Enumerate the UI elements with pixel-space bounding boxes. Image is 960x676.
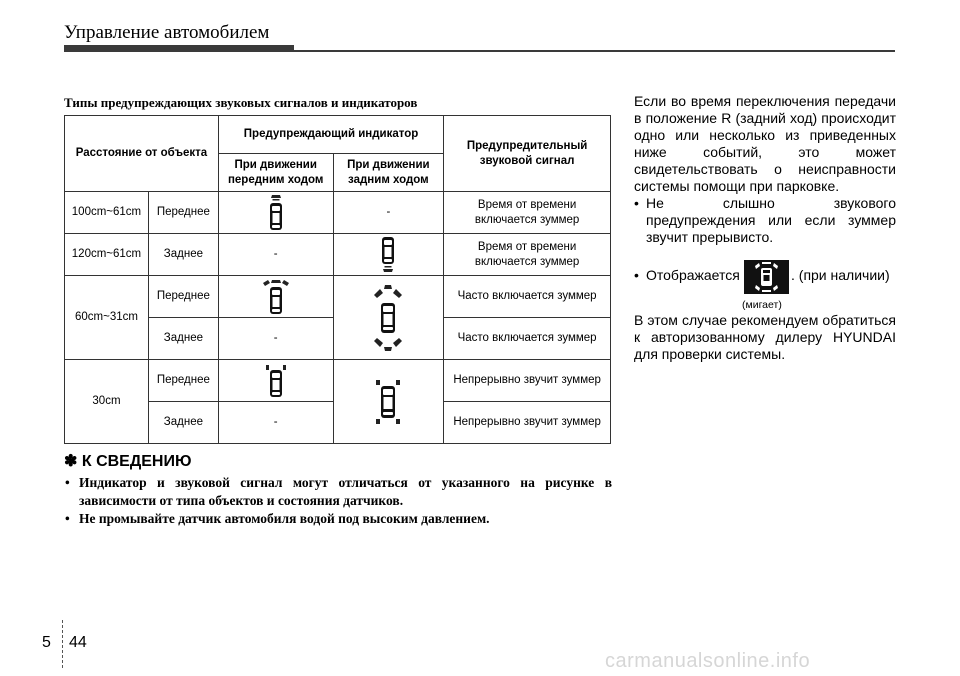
page-header-title: Управление автомобилем <box>64 22 270 43</box>
section-number: 5 <box>42 634 51 651</box>
cell-sound: Непрерывно звучит зуммер <box>444 360 611 402</box>
cell-direction: Заднее <box>148 234 218 276</box>
cell-forward-indicator: - <box>218 402 333 444</box>
car-all-corners-close-icon <box>373 377 403 427</box>
cell-forward-indicator <box>218 360 333 402</box>
cell-reverse-indicator: - <box>333 192 444 234</box>
cell-sound: Время от времени включается зуммер <box>444 192 611 234</box>
table-row <box>65 234 611 276</box>
car-rear-warning-icon <box>379 237 397 273</box>
header-bar-thin <box>294 50 895 52</box>
display-row <box>634 260 896 312</box>
table-row <box>65 192 611 234</box>
display-text-before: • Отображается <box>634 267 740 284</box>
cell-sound: Часто включается зуммер <box>444 318 611 360</box>
display-text-after: . (при наличии) <box>791 267 890 283</box>
cell-forward-indicator <box>218 192 333 234</box>
cell-sound: Время от времени включается зуммер <box>444 234 611 276</box>
cell-forward-indicator: - <box>218 318 333 360</box>
car-front-warning-icon <box>267 195 285 231</box>
notice-list <box>64 474 612 528</box>
col-header-reverse: При движении задним ходом <box>333 154 444 192</box>
notice-item: • Не промывайте датчик автомобиля водой под высоким давлением. <box>64 510 612 528</box>
parking-sensor-display-icon <box>744 260 789 294</box>
display-caption: (мигает) <box>742 299 782 311</box>
cell-direction: Заднее <box>148 318 218 360</box>
cell-forward-indicator: - <box>218 234 333 276</box>
cell-distance: 60cm~31cm <box>65 276 149 360</box>
right-column <box>634 93 896 363</box>
cell-distance: 120cm~61cm <box>65 234 149 276</box>
car-front-corners-close-icon <box>264 364 288 398</box>
cell-distance: 100cm~61cm <box>65 192 149 234</box>
page-number: 44 <box>69 634 87 651</box>
cell-direction: Переднее <box>148 192 218 234</box>
cell-direction: Переднее <box>148 360 218 402</box>
cell-direction: Заднее <box>148 402 218 444</box>
cell-forward-indicator <box>218 276 333 318</box>
cell-direction: Переднее <box>148 276 218 318</box>
col-header-forward: При движении передним ходом <box>218 154 333 192</box>
watermark: carmanualsonline.info <box>605 650 811 672</box>
notice-title: ✽ К СВЕДЕНИЮ <box>64 453 192 470</box>
col-header-sound: Предупредительный звуковой сигнал <box>444 116 611 192</box>
cell-sound: Непрерывно звучит зуммер <box>444 402 611 444</box>
table-row <box>65 276 611 318</box>
cell-reverse-indicator <box>333 234 444 276</box>
cell-sound: Часто включается зуммер <box>444 276 611 318</box>
right-paragraph-2: В этом случае рекомендуем обратиться к авторизованному дилеру HYUNDAI для проверки системы. <box>634 312 896 362</box>
right-paragraph-1: Если во время переключения передачи в положение R (задний ход) происходит одно или несколько из приведенных ниже событий, это может свидетельствовать о неисправности системы помощи при парковке. <box>634 93 896 194</box>
cell-reverse-indicator <box>333 276 444 360</box>
table-row <box>65 360 611 402</box>
cell-reverse-indicator <box>333 360 444 444</box>
col-header-distance: Расстояние от объекта <box>65 116 219 192</box>
notice-item: • Индикатор и звуковой сигнал могут отличаться от указанного на рисунке в зависимости от типа объектов и состояния датчиков. <box>64 474 612 510</box>
page-divider <box>62 620 63 668</box>
col-header-indicator: Предупреждающий индикатор <box>218 116 443 154</box>
warning-table <box>64 115 611 444</box>
table-title: Типы предупреждающих звуковых сигналов и индикаторов <box>64 95 418 110</box>
header-bar-thick <box>64 45 294 52</box>
car-front-corners-warning-icon <box>261 279 291 315</box>
cell-distance: 30cm <box>65 360 149 444</box>
right-bullet-1: • Не слышно звукового предупреждения или если зуммер звучит прерывисто. <box>634 195 896 246</box>
car-all-corners-warning-icon <box>371 285 405 351</box>
